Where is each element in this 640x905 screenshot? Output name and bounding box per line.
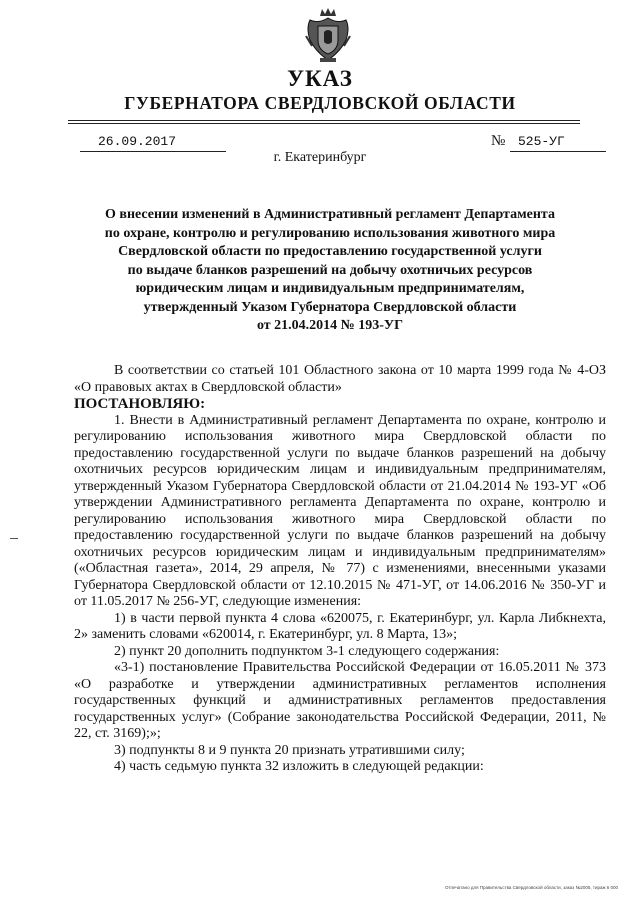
body-paragraph: 1. Внести в Административный регламент Департамента по охране, контролю и регулированию использования животного мира Свердловской области по предоставлению государственной услуги по выдаче бланков разрешений на добычу охотничьих ресурсов юридическим лицам и индивидуальным предпринимателям, утвержденный Указом Губернатора Свердловской области от 21.04.2014 № 193-УГ «Об утверждении Административного регламента Департамента по охране, контролю и регулированию использования животного мира Свердловской области по предоставлению государственной услуги по выдаче бланков разрешений на добычу охотничьих ресурсов юридическим лицам и индивидуальным предпринимателям» («Областная газета», 2014, 29 апреля, № 77) с изменениями, внесенными указами Губернатора Свердловской области от 12.10.2015 № 471-УГ, от 14.06.2016 № 350-УГ и от 11.05.2017 № 256-УГ, следующие изменения: (74, 412, 606, 609)
decree-word: ПОСТАНОВЛЯЮ: (74, 396, 206, 412)
body-paragraph: 4) часть седьмую пункта 32 изложить в следующей редакции: (114, 759, 484, 774)
body-paragraph: 3) подпункты 8 и 9 пункта 20 признать утратившими силу; (114, 742, 465, 758)
title-line: по охране, контролю и регулированию использования животного мира (104, 225, 556, 241)
title-line: по выдаче бланков разрешений на добычу охотничьих ресурсов (127, 262, 533, 278)
title-line: юридическим лицам и индивидуальным предпринимателям, (135, 281, 525, 296)
title-line: Свердловской области по предоставлению государственной услуги (118, 244, 542, 259)
intro-paragraph: В соответствии со статьей 101 Областного закона от 10 марта 1999 года № 4-ОЗ «О правовых актах в Свердловской области» (74, 363, 606, 395)
decree-body (74, 363, 606, 776)
coat-of-arms-icon (302, 6, 354, 66)
title-line: утвержденный Указом Губернатора Свердловской области (143, 299, 517, 315)
body-paragraph: 1) в части первой пункта 4 слова «620075, г. Екатеринбург, ул. Карла Либкнехта, 2» заменить словами «620014, г. Екатеринбург, ул. 8 Марта, 13»; (74, 610, 606, 642)
print-footer: Отпечатано для Правительства Свердловской области, заказ №2005, тираж 6 000 (444, 885, 618, 890)
document-date: 26.09.2017 (98, 134, 177, 149)
header-divider-top (68, 120, 580, 121)
body-paragraph: «3-1) постановление Правительства Российской Федерации от 16.05.2011 № 373 «О разработке и утверждении административных регламентов исполнения государственных функций и административных регламентов предоставления государственных услуг» (Собрание законодательства Российской Федерации, 2011, № 22, ст. 3169);»; (74, 660, 606, 741)
document-place: г. Екатеринбург (273, 150, 367, 165)
title-line: от 21.04.2014 № 193-УГ (256, 318, 404, 333)
document-number: 525-УГ (518, 134, 565, 149)
body-paragraph: 2) пункт 20 дополнить подпунктом 3-1 следующего содержания: (114, 643, 500, 659)
document-type: УКАЗ (287, 66, 353, 91)
decree-title (70, 206, 590, 336)
margin-mark (10, 538, 18, 539)
header-divider-bottom (68, 123, 580, 124)
title-line: О внесении изменений в Административный регламент Департамента (105, 207, 555, 222)
number-label: № (491, 133, 506, 149)
issuer-title: ГУБЕРНАТОРА СВЕРДЛОВСКОЙ ОБЛАСТИ (124, 93, 516, 113)
